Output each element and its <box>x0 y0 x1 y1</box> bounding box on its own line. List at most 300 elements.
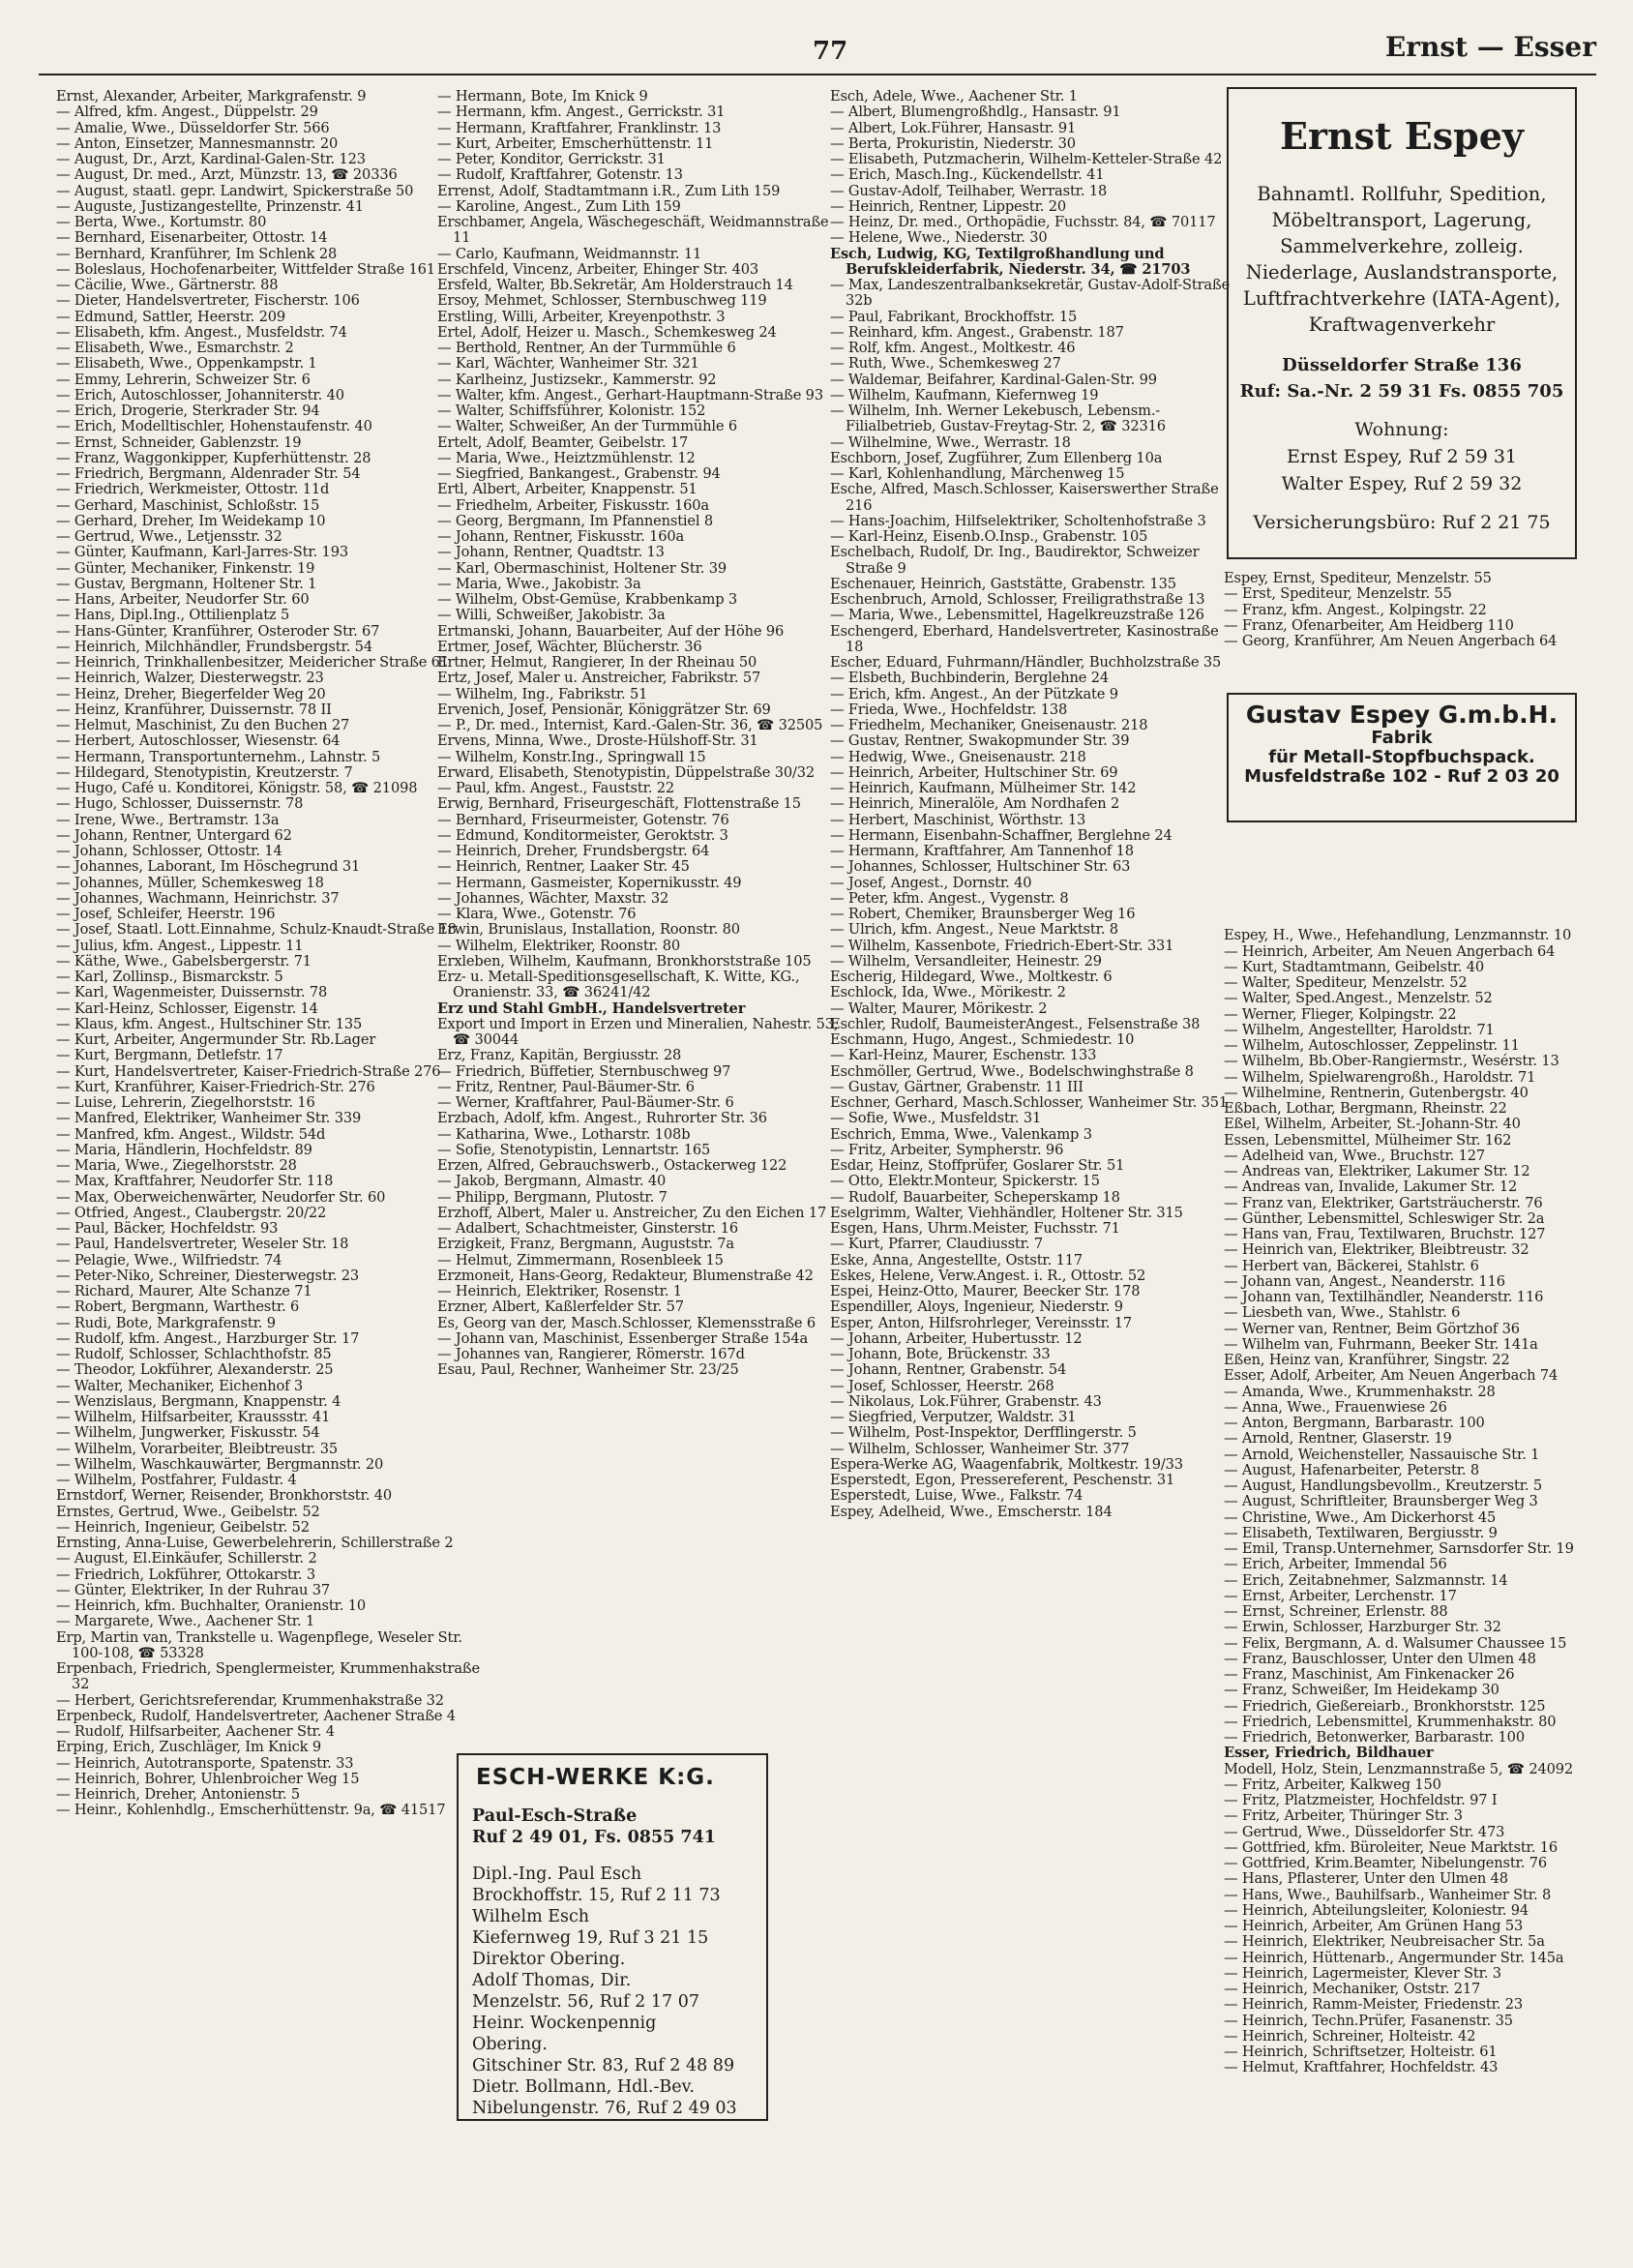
directory-entry: — Klara, Wwe., Gotenstr. 76 <box>437 906 637 922</box>
directory-entry: — Hermann, Eisenbahn-Schaffner, Berglehne 24 <box>830 826 1173 844</box>
directory-entry: Erzmoneit, Hans-Georg, Redakteur, Blumenstraße 42 <box>437 1267 814 1284</box>
directory-entry: — Karl-Heinz, Maurer, Eschenstr. 133 <box>830 1047 1097 1064</box>
directory-entry: Eschner, Gerhard, Masch.Schlosser, Wanheimer Str. 351 <box>830 1094 1229 1111</box>
directory-entry: — Günter, Kaufmann, Karl-Jarres-Str. 193 <box>56 544 348 561</box>
directory-entry: — Heinrich, Arbeiter, Am Neuen Angerbach 64 <box>1224 942 1556 960</box>
directory-entry: Esch, Ludwig, KG, Textilgroßhandlung und Berufskleiderfabrik, Niederstr. 34, ☎ 21703 <box>830 245 1191 278</box>
directory-entry: — Walter, Spediteur, Menzelstr. 52 <box>1224 974 1468 991</box>
directory-entry: — Amalie, Wwe., Düsseldorfer Str. 566 <box>56 119 330 136</box>
directory-entry: Essen, Lebensmittel, Mülheimer Str. 162 <box>1224 1131 1512 1149</box>
directory-entry: — Heinrich, Ingenieur, Geibelstr. 52 <box>56 1518 310 1536</box>
directory-entry: — Heinrich, Walzer, Diesterwegstr. 23 <box>56 670 324 687</box>
directory-entry: — Walter, Schweißer, An der Turmmühle 6 <box>437 418 738 435</box>
directory-entry: Eskes, Helene, Verw.Angest. i. R., Ottostr. 52 <box>830 1267 1146 1284</box>
directory-entry: — Heinz, Dr. med., Orthopädie, Fuchsstr. 84, ☎ 70117 <box>830 214 1216 230</box>
directory-entry: — Karl, Wagenmeister, Duissernstr. 78 <box>56 984 328 1001</box>
directory-entry: — Wilhelm, Kassenbote, Friedrich-Ebert-Str. 331 <box>830 937 1174 954</box>
directory-entry: — Hermann, kfm. Angest., Gerrickstr. 31 <box>437 104 726 121</box>
directory-entry: — Heinrich, Autotransporte, Spatenstr. 33 <box>56 1754 354 1772</box>
directory-entry: Ertel, Adolf, Heizer u. Masch., Schemkesweg 24 <box>437 323 777 341</box>
directory-entry: — August, Schriftleiter, Braunsberger Weg 3 <box>1224 1493 1538 1510</box>
directory-entry: — Otfried, Angest., Claubergstr. 20/22 <box>56 1204 327 1221</box>
directory-entry: — Pelagie, Wwe., Wilfriedstr. 74 <box>56 1251 282 1268</box>
directory-entry: — Otto, Elektr.Monteur, Spickerstr. 15 <box>830 1173 1100 1190</box>
directory-entry: — Wilhelm, Bb.Ober-Rangiermstr., Wesérstr. 13 <box>1224 1053 1559 1070</box>
directory-entry: — Amanda, Wwe., Krummenhakstr. 28 <box>1224 1383 1496 1400</box>
directory-entry: — Irene, Wwe., Bertramstr. 13a <box>56 811 280 828</box>
directory-entry: — Walter, Maurer, Mörikestr. 2 <box>830 1000 1048 1017</box>
directory-entry: Espey, Adelheid, Wwe., Emscherstr. 184 <box>830 1503 1113 1520</box>
directory-entry: — Franz, Waggonkipper, Kupferhüttenstr. 28 <box>56 449 371 466</box>
directory-entry: — Walter, Schiffsführer, Kolonistr. 152 <box>437 403 706 419</box>
directory-entry: — Sofie, Wwe., Musfeldstr. 31 <box>830 1110 1042 1127</box>
directory-entry: — Heinrich, Mechaniker, Oststr. 217 <box>1224 1981 1481 1997</box>
directory-entry: — Heinrich, Mineralöle, Am Nordhafen 2 <box>830 795 1120 813</box>
directory-entry: — Franz, Ofenarbeiter, Am Heidberg 110 <box>1224 616 1514 634</box>
directory-entry: — Walter, Mechaniker, Eichenhof 3 <box>56 1377 304 1394</box>
directory-entry: — Johannes, Laborant, Im Höschegrund 31 <box>56 858 361 876</box>
directory-entry: — Walter, Sped.Angest., Menzelstr. 52 <box>1224 990 1493 1007</box>
directory-entry: — Peter, kfm. Angest., Vygenstr. 8 <box>830 889 1069 907</box>
directory-entry: — Franz, Maschinist, Am Finkenacker 26 <box>1224 1666 1515 1683</box>
directory-entry: — Kurt, Pfarrer, Claudiusstr. 7 <box>830 1236 1043 1253</box>
directory-entry: — Wilhelm, Ing., Fabrikstr. 51 <box>437 685 648 702</box>
directory-entry: — Manfred, kfm. Angest., Wildstr. 54d <box>56 1125 326 1143</box>
directory-entry: — Heinrich, Dreher, Frundsbergstr. 64 <box>437 843 710 859</box>
directory-entry: Erschfeld, Vincenz, Arbeiter, Ehinger Str. 403 <box>437 260 759 278</box>
directory-entry: — Andreas van, Invalide, Lakumer Str. 12 <box>1224 1179 1518 1196</box>
directory-entry: — Heinrich, Elektriker, Neubreisacher Str. 5a <box>1224 1933 1545 1951</box>
directory-entry: — Hermann, Bote, Im Knick 9 <box>437 88 648 104</box>
directory-entry: — Wilhelm, Obst-Gemüse, Krabbenkamp 3 <box>437 591 738 608</box>
directory-entry: — Hans, Arbeiter, Neudorfer Str. 60 <box>56 591 310 608</box>
directory-entry: — Franz, Schweißer, Im Heidekamp 30 <box>1224 1682 1499 1699</box>
directory-entry: — Heinrich, Bohrer, Uhlenbroicher Weg 15 <box>56 1770 360 1787</box>
ad-wohnung-label: Wohnung: <box>1354 419 1449 440</box>
directory-entry: Eschmöller, Gertrud, Wwe., Bodelschwinghstraße 8 <box>830 1062 1194 1080</box>
directory-entry: — Heinrich, Rentner, Laaker Str. 45 <box>437 858 690 876</box>
directory-entry: — Edmund, Sattler, Heerstr. 209 <box>56 308 286 325</box>
ad-contacts <box>472 1864 753 2119</box>
directory-entry: — Käthe, Wwe., Gabelsbergerstr. 71 <box>56 952 312 970</box>
directory-entry: — Emil, Transp.Unternehmer, Sarnsdorfer Str. 19 <box>1224 1540 1574 1557</box>
directory-entry: Erp, Martin van, Trankstelle u. Wagenpflege, Weseler Str. 100-108, ☎ 53328 <box>56 1628 462 1661</box>
directory-entry: Eßel, Wilhelm, Arbeiter, St.-Johann-Str. 40 <box>1224 1116 1521 1133</box>
directory-entry: Esper, Anton, Hilfsrohrleger, Vereinsstr. 17 <box>830 1314 1133 1331</box>
directory-entry: — Gerhard, Maschinist, Schloßstr. 15 <box>56 496 320 514</box>
directory-entry: — Wilhelm, Post-Inspektor, Derfflingerstr. 5 <box>830 1424 1137 1442</box>
directory-entry: — Herbert van, Bäckerei, Stahlstr. 6 <box>1224 1257 1479 1274</box>
directory-entry: — Theodor, Lokführer, Alexanderstr. 25 <box>56 1361 334 1379</box>
directory-entry: — Rudolf, Bauarbeiter, Scheperskamp 18 <box>830 1188 1120 1206</box>
directory-entry: — Franz, Bauschlosser, Unter den Ulmen 48 <box>1224 1650 1536 1667</box>
directory-entry: Erstling, Willi, Arbeiter, Kreyenpothstr. 3 <box>437 308 726 325</box>
directory-entry: — Erwin, Schlosser, Harzburger Str. 32 <box>1224 1619 1501 1636</box>
directory-entry: — Hermann, Transportunternehm., Lahnstr. 5 <box>56 748 381 765</box>
directory-entry: — Franz van, Elektriker, Gartsträucherstr. 76 <box>1224 1194 1543 1211</box>
directory-entry: — Heinrich, Schreiner, Holteistr. 42 <box>1224 2027 1476 2044</box>
ad-address: Düsseldorfer Straße 136 <box>1282 355 1522 375</box>
directory-entry: — Wilhelm, Vorarbeiter, Bleibtreustr. 35 <box>56 1440 339 1457</box>
directory-entry: — Günther, Lebensmittel, Schleswiger Str. 2a <box>1224 1209 1545 1227</box>
directory-entry: — Johann van, Angest., Neanderstr. 116 <box>1224 1272 1505 1290</box>
directory-entry: — Heinrich van, Elektriker, Bleibtreustr. 32 <box>1224 1241 1529 1259</box>
directory-entry: — Heinz, Dreher, Biegerfelder Weg 20 <box>56 685 326 702</box>
directory-entry: — Johann, Rentner, Fiskusstr. 160a <box>437 528 685 545</box>
directory-entry: — Rudi, Bote, Markgrafenstr. 9 <box>56 1314 276 1331</box>
directory-entry: — Adalbert, Schachtmeister, Ginsterstr. 16 <box>437 1220 739 1237</box>
directory-entry: — Helmut, Kraftfahrer, Hochfeldstr. 43 <box>1224 2059 1499 2076</box>
directory-entry: — Heinrich, Kaufmann, Mülheimer Str. 142 <box>830 780 1137 796</box>
directory-entry: Esser, Adolf, Arbeiter, Am Neuen Angerbach 74 <box>1224 1367 1559 1385</box>
directory-entry: Erzigkeit, Franz, Bergmann, Auguststr. 7a <box>437 1236 734 1253</box>
directory-entry: — Karl-Heinz, Schlosser, Eigenstr. 14 <box>56 1000 318 1017</box>
directory-entry: — Katharina, Wwe., Lotharstr. 108b <box>437 1125 691 1143</box>
directory-entry: Ertmer, Josef, Wächter, Blücherstr. 36 <box>437 638 702 655</box>
directory-entry: — Wilhelmine, Rentnerin, Gutenbergstr. 40 <box>1224 1084 1529 1101</box>
directory-entry: — Max, Kraftfahrer, Neudorfer Str. 118 <box>56 1173 334 1190</box>
directory-entry: — Elisabeth, Wwe., Oppenkampstr. 1 <box>56 355 317 373</box>
directory-entry: — Wilhelm, Schlosser, Wanheimer Str. 377 <box>830 1440 1130 1457</box>
directory-entry: — Johann, Rentner, Grabenstr. 54 <box>830 1361 1067 1379</box>
esch-werke-advertisement <box>457 1753 768 2121</box>
directory-entry: — Manfred, Elektriker, Wanheimer Str. 339 <box>56 1110 362 1127</box>
ad-contact-line: Kiefernweg 19, Ruf 3 21 15 <box>472 1928 709 1948</box>
directory-entry: — Friedrich, Werkmeister, Ottostr. 11d <box>56 481 330 498</box>
directory-entry: — Johann, Rentner, Untergard 62 <box>56 826 292 844</box>
directory-entry: — Erich, Zeitabnehmer, Salzmannstr. 14 <box>1224 1571 1508 1589</box>
directory-entry: — Heinz, Kranführer, Duissernstr. 78 II <box>56 701 332 718</box>
directory-entry: — Berthold, Rentner, An der Turmmühle 6 <box>437 340 736 356</box>
ad-title: Ernst Espey <box>1280 114 1524 158</box>
directory-entry: — Rudolf, Schlosser, Schlachthofstr. 85 <box>56 1346 332 1362</box>
directory-entry: — Gertrud, Wwe., Letjensstr. 32 <box>56 528 282 545</box>
directory-entry: — Hildegard, Stenotypistin, Kreutzerstr. 7 <box>56 763 353 781</box>
directory-entry: — Heinrich, Techn.Prüfer, Fasanenstr. 35 <box>1224 2012 1513 2029</box>
ad-insurance: Versicherungsbüro: Ruf 2 21 75 <box>1253 512 1551 533</box>
directory-entry: Ertz, Josef, Maler u. Anstreicher, Fabrikstr. 57 <box>437 670 761 687</box>
directory-entry: — Bernhard, Kranführer, Im Schlenk 28 <box>56 245 338 262</box>
directory-entry: — Hedwig, Wwe., Gneisenaustr. 218 <box>830 748 1086 765</box>
directory-entry: — Friedrich, Bergmann, Aldenrader Str. 54 <box>56 465 361 482</box>
ad-contact-line: Adolf Thomas, Dir. <box>472 1971 632 1990</box>
directory-entry: Esdar, Heinz, Stoffprüfer, Goslarer Str. 51 <box>830 1157 1125 1174</box>
directory-entry: — Maria, Wwe., Jakobistr. 3a <box>437 575 641 592</box>
directory-entry: — Maria, Wwe., Ziegelhorststr. 28 <box>56 1157 297 1174</box>
directory-entry: — Johannes, Wächter, Maxstr. 32 <box>437 889 669 907</box>
directory-entry: Espey, H., Wwe., Hefehandlung, Lenzmannstr. 10 <box>1224 927 1572 944</box>
directory-entry: — Jakob, Bergmann, Almastr. 40 <box>437 1173 667 1190</box>
directory-entry: — Wilhelm, Autoschlosser, Zeppelinstr. 11 <box>1224 1037 1520 1054</box>
directory-entry: Esgen, Hans, Uhrm.Meister, Fuchsstr. 71 <box>830 1220 1120 1237</box>
directory-entry: — August, Handlungsbevollm., Kreutzerstr. 5 <box>1224 1477 1543 1494</box>
directory-entry: — Heinrich, Rentner, Lippestr. 20 <box>830 197 1067 215</box>
directory-entry: — Bernhard, Eisenarbeiter, Ottostr. 14 <box>56 229 328 247</box>
directory-entry: — Paul, kfm. Angest., Fauststr. 22 <box>437 780 675 796</box>
directory-entry: Eschenauer, Heinrich, Gaststätte, Grabenstr. 135 <box>830 575 1176 592</box>
directory-entry: Ernsting, Anna-Luise, Gewerbelehrerin, Schillerstraße 2 <box>56 1535 454 1551</box>
directory-entry: — Hermann, Kraftfahrer, Am Tannenhof 18 <box>830 843 1134 859</box>
directory-entry: Erzen, Alfred, Gebrauchswerb., Ostackerweg 122 <box>437 1157 787 1174</box>
directory-entry: — Edmund, Konditormeister, Geroktstr. 3 <box>437 826 728 844</box>
directory-entry: — Andreas van, Elektriker, Lakumer Str. 12 <box>1224 1163 1530 1179</box>
directory-entry: — Elisabeth, Textilwaren, Bergiusstr. 9 <box>1224 1524 1498 1541</box>
directory-entry: — Karoline, Angest., Zum Lith 159 <box>437 197 681 215</box>
directory-entry: — Berta, Wwe., Kortumstr. 80 <box>56 214 267 230</box>
running-head: Ernst — Esser <box>1384 31 1596 63</box>
directory-entry: — Anna, Wwe., Frauenwiese 26 <box>1224 1398 1447 1416</box>
directory-entry: Eselgrimm, Walter, Viehhändler, Holtener Str. 315 <box>830 1204 1183 1221</box>
directory-entry: — Robert, Chemiker, Braunsberger Weg 16 <box>830 906 1136 922</box>
directory-entry: Export und Import in Erzen und Mineralien, Nahestr. 53, ☎ 30044 <box>437 1015 839 1048</box>
directory-entry: Erward, Elisabeth, Stenotypistin, Düppelstraße 30/32 <box>437 763 816 781</box>
ad-residence-2: Walter Espey, Ruf 2 59 32 <box>1281 473 1523 494</box>
directory-entry: — Cäcilie, Wwe., Gärtnerstr. 88 <box>56 277 279 293</box>
directory-entry: — Wilhelm, Elektriker, Roonstr. 80 <box>437 937 681 954</box>
directory-entry: Erxleben, Wilhelm, Kaufmann, Bronkhorststraße 105 <box>437 952 812 970</box>
ad-contact-line: Brockhoffstr. 15, Ruf 2 11 73 <box>472 1886 721 1905</box>
directory-entry: — Emmy, Lehrerin, Schweizer Str. 6 <box>56 371 311 388</box>
directory-entry: Eßbach, Lothar, Bergmann, Rheinstr. 22 <box>1224 1100 1507 1117</box>
directory-entry: — Rudolf, Hilfsarbeiter, Aachener Str. 4 <box>56 1723 335 1740</box>
directory-entry: — Helmut, Zimmermann, Rosenbleek 15 <box>437 1251 724 1268</box>
directory-entry: — Ernst, Schneider, Gablenzstr. 19 <box>56 433 302 451</box>
ad-address: Paul-Esch-Straße <box>472 1806 638 1826</box>
directory-entry: — Karl, Obermaschinist, Holtener Str. 39 <box>437 559 727 577</box>
directory-entry: — Erich, Modelltischler, Hohenstaufenstr. 40 <box>56 418 372 435</box>
directory-entry: — Kurt, Handelsvertreter, Kaiser-Friedrich-Straße 276 <box>56 1062 441 1080</box>
ad-contact-line: Gitschiner Str. 83, Ruf 2 48 89 <box>472 2056 735 2075</box>
directory-entry: — Philipp, Bergmann, Plutostr. 7 <box>437 1188 668 1206</box>
directory-entry: Ernstdorf, Werner, Reisender, Bronkhorststr. 40 <box>56 1487 392 1505</box>
ernst-espey-advertisement <box>1227 87 1577 559</box>
directory-entry: Espey, Ernst, Spediteur, Menzelstr. 55 <box>1224 570 1492 586</box>
directory-entry: Erschbamer, Angela, Wäschegeschäft, Weidmannstraße 11 <box>437 214 829 247</box>
directory-entry: — Fritz, Platzmeister, Hochfeldstr. 97 I <box>1224 1792 1498 1808</box>
directory-entry: — Heinrich, Milchhändler, Frundsbergstr. 54 <box>56 638 372 655</box>
ad-title: ESCH-WERKE K:G. <box>476 1765 715 1790</box>
directory-entry: Ertl, Albert, Arbeiter, Knappenstr. 51 <box>437 481 698 498</box>
directory-entry: — Luise, Lehrerin, Ziegelhorststr. 16 <box>56 1094 315 1111</box>
directory-entry: — Heinrich, Ramm-Meister, Friedenstr. 23 <box>1224 1996 1524 2014</box>
directory-entry: — Hans-Joachim, Hilfselektriker, Scholtenhofstraße 3 <box>830 512 1206 529</box>
directory-entry: — Johannes van, Rangierer, Römerstr. 167d <box>437 1346 745 1362</box>
directory-entry: — Christine, Wwe., Am Dickerhorst 45 <box>1224 1508 1497 1526</box>
directory-entry: — Ernst, Arbeiter, Lerchenstr. 17 <box>1224 1587 1457 1604</box>
directory-entry: — Hans, Dipl.Ing., Ottilienplatz 5 <box>56 607 290 624</box>
directory-entry: — Wilhelm, Postfahrer, Fuldastr. 4 <box>56 1472 297 1488</box>
page-number: 77 <box>813 37 848 66</box>
directory-entry: — Kurt, Kranführer, Kaiser-Friedrich-Str. 276 <box>56 1078 375 1095</box>
directory-entry: — Herbert, Maschinist, Wörthstr. 13 <box>830 811 1086 828</box>
directory-entry: — Julius, kfm. Angest., Lippestr. 11 <box>56 937 304 954</box>
directory-entry: — Maria, Wwe., Heiztzmühlenstr. 12 <box>437 449 696 466</box>
directory-entry: — Rudolf, Kraftfahrer, Gotenstr. 13 <box>437 166 683 184</box>
directory-entry: — Wilhelm, Versandleiter, Heinestr. 29 <box>830 952 1102 970</box>
directory-entry: — Elisabeth, Wwe., Esmarchstr. 2 <box>56 340 294 356</box>
directory-entry: Ertmanski, Johann, Bauarbeiter, Auf der Höhe 96 <box>437 622 785 640</box>
directory-entry: — Boleslaus, Hochofenarbeiter, Wittfelder Straße 161 <box>56 260 435 278</box>
directory-entry: — Gustav, Bergmann, Holtener Str. 1 <box>56 575 317 592</box>
ad-phone: Ruf 2 49 01, Fs. 0855 741 <box>472 1828 716 1847</box>
directory-entry: Erzhoff, Albert, Maler u. Anstreicher, Zu den Eichen 17 <box>437 1204 827 1221</box>
directory-entry: — Helmut, Maschinist, Zu den Buchen 27 <box>56 717 350 733</box>
directory-entry: — Elisabeth, kfm. Angest., Musfeldstr. 74 <box>56 323 347 341</box>
directory-entry: — Wilhelm, Inh. Werner Lekebusch, Lebensm.-Filialbetrieb, Gustav-Freytag-Str. 2, ☎ 32316 <box>830 403 1166 435</box>
ad-contact-line: Direktor Obering. <box>472 1950 626 1969</box>
directory-entry: Eschler, Rudolf, BaumeisterAngest., Felsenstraße 38 <box>830 1015 1201 1032</box>
directory-entry: — Erst, Spediteur, Menzelstr. 55 <box>1224 585 1452 603</box>
directory-entry: — Paul, Fabrikant, Brockhoffstr. 15 <box>830 308 1078 325</box>
directory-entry: Es, Georg van der, Masch.Schlosser, Klemensstraße 6 <box>437 1314 816 1331</box>
directory-entry: — Felix, Bergmann, A. d. Walsumer Chaussee 15 <box>1224 1634 1567 1652</box>
ad-contact-line: Wilhelm Esch <box>472 1907 590 1926</box>
directory-entry: — Werner, Flieger, Kolpingstr. 22 <box>1224 1005 1457 1023</box>
directory-entry: — August, El.Einkäufer, Schillerstr. 2 <box>56 1550 317 1567</box>
directory-entry: — Georg, Bergmann, Im Pfannenstiel 8 <box>437 512 714 529</box>
directory-entry: — Max, Oberweichenwärter, Neudorfer Str. 60 <box>56 1188 386 1206</box>
directory-entry: — Waldemar, Beifahrer, Kardinal-Galen-Str. 99 <box>830 371 1157 388</box>
directory-entry: — Friedrich, Betonwerker, Barbarastr. 100 <box>1224 1729 1525 1746</box>
directory-entry: — Bernhard, Friseurmeister, Gotenstr. 76 <box>437 811 729 828</box>
directory-entry: — Kurt, Arbeiter, Angermunder Str. Rb.Lager <box>56 1031 376 1048</box>
directory-entry: Erwin, Brunislaus, Installation, Roonstr. 80 <box>437 921 740 939</box>
directory-entry: — Gottfried, Krim.Beamter, Nibelungenstr. 76 <box>1224 1855 1548 1871</box>
directory-entry: — Gustav, Rentner, Swakopmunder Str. 39 <box>830 732 1130 750</box>
directory-entry: Esser, Friedrich, Bildhauer <box>1224 1745 1434 1762</box>
directory-entry: — August, Hafenarbeiter, Peterstr. 8 <box>1224 1461 1480 1478</box>
directory-entry: — Fritz, Arbeiter, Kalkweg 150 <box>1224 1776 1441 1793</box>
directory-entry: — Paul, Bäcker, Hochfeldstr. 93 <box>56 1220 279 1237</box>
directory-entry: — Rolf, kfm. Angest., Moltkestr. 46 <box>830 340 1076 356</box>
directory-entry: — Kurt, Arbeiter, Emscherhüttenstr. 11 <box>437 134 714 152</box>
directory-entry: — Max, Landeszentralbanksekretär, Gustav-Adolf-Straße 32b <box>830 277 1231 310</box>
directory-entry: — Robert, Bergmann, Warthestr. 6 <box>56 1298 300 1316</box>
directory-entry: Ervens, Minna, Wwe., Droste-Hülshoff-Str. 31 <box>437 732 758 750</box>
page-header <box>39 25 1596 75</box>
directory-entry: — Hans van, Frau, Textilwaren, Bruchstr. 127 <box>1224 1226 1546 1242</box>
directory-entry: — Margarete, Wwe., Aachener Str. 1 <box>56 1613 315 1630</box>
ad-line-2: für Metall-Stopfbuchspack. <box>1268 747 1535 767</box>
directory-entry: — Kurt, Bergmann, Detlefstr. 17 <box>56 1047 283 1064</box>
directory-entry: — Frieda, Wwe., Hochfeldstr. 138 <box>830 701 1068 718</box>
directory-entry: Ertelt, Adolf, Beamter, Geibelstr. 17 <box>437 433 689 451</box>
directory-entry: Escherig, Hildegard, Wwe., Moltkestr. 6 <box>830 969 1113 985</box>
directory-entry: — Auguste, Justizangestellte, Prinzenstr. 41 <box>56 197 364 215</box>
ad-contact-line: Heinr. Wockenpennig <box>472 2014 657 2033</box>
directory-entry: — Hugo, Schlosser, Duissernstr. 78 <box>56 795 304 813</box>
directory-entry: Erz- u. Metall-Speditionsgesellschaft, K. Witte, KG., Oranienstr. 33, ☎ 36241/42 <box>437 969 800 1001</box>
directory-entry: — Helene, Wwe., Niederstr. 30 <box>830 229 1048 247</box>
directory-entry: Eschelbach, Rudolf, Dr. Ing., Baudirektor, Schweizer Straße 9 <box>830 544 1200 577</box>
directory-entry: — Alfred, kfm. Angest., Düppelstr. 29 <box>56 104 318 121</box>
directory-entry: — Johann, Arbeiter, Hubertusstr. 12 <box>830 1329 1083 1347</box>
directory-entry: Esperstedt, Egon, Pressereferent, Peschenstr. 31 <box>830 1472 1175 1488</box>
directory-entry: — Heinrich, Arbeiter, Hultschiner Str. 69 <box>830 763 1118 781</box>
directory-entry: — Wilhelm, Angestellter, Haroldstr. 71 <box>1224 1021 1495 1038</box>
ad-services: Bahnamtl. Rollfuhr, Spedition, Möbeltransport, Lagerung, Sammelverkehre, zolleig. Niederlage, Auslandstransporte, Luftfrachtverkehre (IATA-Agent), Kraftwagenverkehr <box>1242 183 1561 336</box>
directory-entry: — Gerhard, Dreher, Im Weidekamp 10 <box>56 512 326 529</box>
ad-contact-line: Dipl.-Ing. Paul Esch <box>472 1865 642 1884</box>
directory-entry: — Wilhelm, Kaufmann, Kiefernweg 19 <box>830 386 1099 403</box>
directory-entry: Modell, Holz, Stein, Lenzmannstraße 5, ☎ 24092 <box>1224 1760 1574 1777</box>
directory-entry: — Hermann, Kraftfahrer, Franklinstr. 13 <box>437 119 722 136</box>
directory-entry: — Friedrich, Büffetier, Sternbuschweg 97 <box>437 1062 731 1080</box>
directory-entry: — Franz, kfm. Angest., Kolpingstr. 22 <box>1224 601 1487 618</box>
directory-entry: — Hermann, Gasmeister, Kopernikusstr. 49 <box>437 874 742 891</box>
directory-entry: — Gottfried, kfm. Büroleiter, Neue Marktstr. 16 <box>1224 1838 1559 1856</box>
directory-entry: — Günter, Elektriker, In der Ruhrau 37 <box>56 1581 331 1598</box>
directory-entry: — Karl, Wächter, Wanheimer Str. 321 <box>437 355 699 373</box>
directory-entry: — Elsbeth, Buchbinderin, Berglehne 24 <box>830 670 1110 687</box>
directory-entry: Erz, Franz, Kapitän, Bergiusstr. 28 <box>437 1047 682 1064</box>
directory-entry: Ernst, Alexander, Arbeiter, Markgrafenstr. 9 <box>56 88 367 104</box>
directory-entry: — Ulrich, kfm. Angest., Neue Marktstr. 8 <box>830 921 1118 939</box>
directory-entry: — Heinr., Kohlenhdlg., Emscherhüttenstr. 9a, ☎ 41517 <box>56 1802 446 1819</box>
directory-entry: — Walter, kfm. Angest., Gerhart-Hauptmann-Straße 93 <box>437 386 823 403</box>
directory-entry: — Karl, Kohlenhandlung, Märchenweg 15 <box>830 465 1125 482</box>
directory-entry: — Heinrich, Elektriker, Rosenstr. 1 <box>437 1283 682 1299</box>
directory-entry: — Wilhelm, Waschkauwärter, Bergmannstr. 20 <box>56 1455 384 1473</box>
directory-entry: — August, Dr., Arzt, Kardinal-Galen-Str. 123 <box>56 151 366 167</box>
directory-entry: — Gustav, Gärtner, Grabenstr. 11 III <box>830 1078 1084 1095</box>
directory-entry: Eschengerd, Eberhard, Handelsvertreter, Kasinostraße 18 <box>830 622 1219 655</box>
directory-entry: — Klaus, kfm. Angest., Hultschiner Str. 135 <box>56 1015 363 1032</box>
directory-entry: — Erich, kfm. Angest., An der Pützkate 9 <box>830 685 1118 702</box>
directory-entry: — Wilhelm, Jungwerker, Fiskusstr. 54 <box>56 1424 320 1442</box>
directory-entry: — Siegfried, Bankangest., Grabenstr. 94 <box>437 465 721 482</box>
directory-entry: — Arnold, Weichensteller, Nassauische Str. 1 <box>1224 1446 1540 1463</box>
directory-entry: — Maria, Wwe., Lebensmittel, Hagelkreuzstraße 126 <box>830 607 1204 624</box>
directory-entry: Ersfeld, Walter, Bb.Sekretär, Am Holderstrauch 14 <box>437 277 793 293</box>
directory-entry: — Wilhelm, Spielwarengroßh., Haroldstr. 71 <box>1224 1068 1536 1086</box>
directory-entry: Errenst, Adolf, Stadtamtmann i.R., Zum Lith 159 <box>437 182 781 199</box>
directory-entry: — Wilhelm van, Fuhrmann, Beeker Str. 141a <box>1224 1335 1538 1353</box>
directory-entry: — August, Dr. med., Arzt, Münzstr. 13, ☎ 20336 <box>56 166 398 184</box>
directory-entry: — Anton, Bergmann, Barbarastr. 100 <box>1224 1415 1485 1431</box>
directory-entry: — Berta, Prokuristin, Niederstr. 30 <box>830 134 1076 152</box>
directory-entry: Ernstes, Gertrud, Wwe., Geibelstr. 52 <box>56 1503 320 1520</box>
directory-entry: — Peter, Konditor, Gerrickstr. 31 <box>437 151 666 167</box>
directory-entry: — Karl-Heinz, Eisenb.O.Insp., Grabenstr. 105 <box>830 528 1148 545</box>
directory-entry: — Hans, Wwe., Bauhilfsarb., Wanheimer Str. 8 <box>1224 1886 1552 1903</box>
column-2 <box>437 89 844 1744</box>
directory-entry: — Willi, Schweißer, Jakobistr. 3a <box>437 607 666 624</box>
directory-entry: — Adelheid van, Wwe., Bruchstr. 127 <box>1224 1147 1486 1164</box>
ad-contact-line: Obering. <box>472 2035 548 2054</box>
directory-entry: — Wilhelm, Konstr.Ing., Springwall 15 <box>437 748 706 765</box>
directory-entry: — Hans, Pflasterer, Unter den Ulmen 48 <box>1224 1870 1508 1888</box>
directory-entry: Eske, Anna, Angestellte, Oststr. 117 <box>830 1251 1084 1268</box>
ad-phone: Ruf: Sa.-Nr. 2 59 31 Fs. 0855 705 <box>1239 381 1564 402</box>
directory-entry: Erping, Erich, Zuschläger, Im Knick 9 <box>56 1739 322 1756</box>
directory-entry: — Ruth, Wwe., Schemkesweg 27 <box>830 355 1061 373</box>
directory-entry: — Friedrich, Lokführer, Ottokarstr. 3 <box>56 1566 315 1583</box>
directory-entry: — Liesbeth van, Wwe., Stahlstr. 6 <box>1224 1304 1461 1322</box>
directory-entry: — Heinrich, Dreher, Antonienstr. 5 <box>56 1786 301 1803</box>
column-1 <box>56 89 482 1819</box>
directory-entry: — Wilhelm, Hilfsarbeiter, Kraussstr. 41 <box>56 1409 331 1425</box>
directory-entry: Ersoy, Mehmet, Schlosser, Sternbuschweg 119 <box>437 292 767 310</box>
directory-entry: — Fritz, Rentner, Paul-Bäumer-Str. 6 <box>437 1078 695 1095</box>
directory-entry: — Albert, Lok.Führer, Hansastr. 91 <box>830 119 1077 136</box>
directory-entry: Erz und Stahl GmbH., Handelsvertreter <box>437 1000 746 1017</box>
directory-entry: — Josef, Staatl. Lott.Einnahme, Schulz-Knaudt-Straße 18 <box>56 921 457 939</box>
directory-entry: — Fritz, Arbeiter, Sympherstr. 96 <box>830 1141 1064 1158</box>
directory-entry: — Günter, Mechaniker, Finkenstr. 19 <box>56 559 315 577</box>
directory-entry: — Dieter, Handelsvertreter, Fischerstr. 106 <box>56 292 360 310</box>
directory-entry: — Wilhelmine, Wwe., Werrastr. 18 <box>830 433 1071 451</box>
